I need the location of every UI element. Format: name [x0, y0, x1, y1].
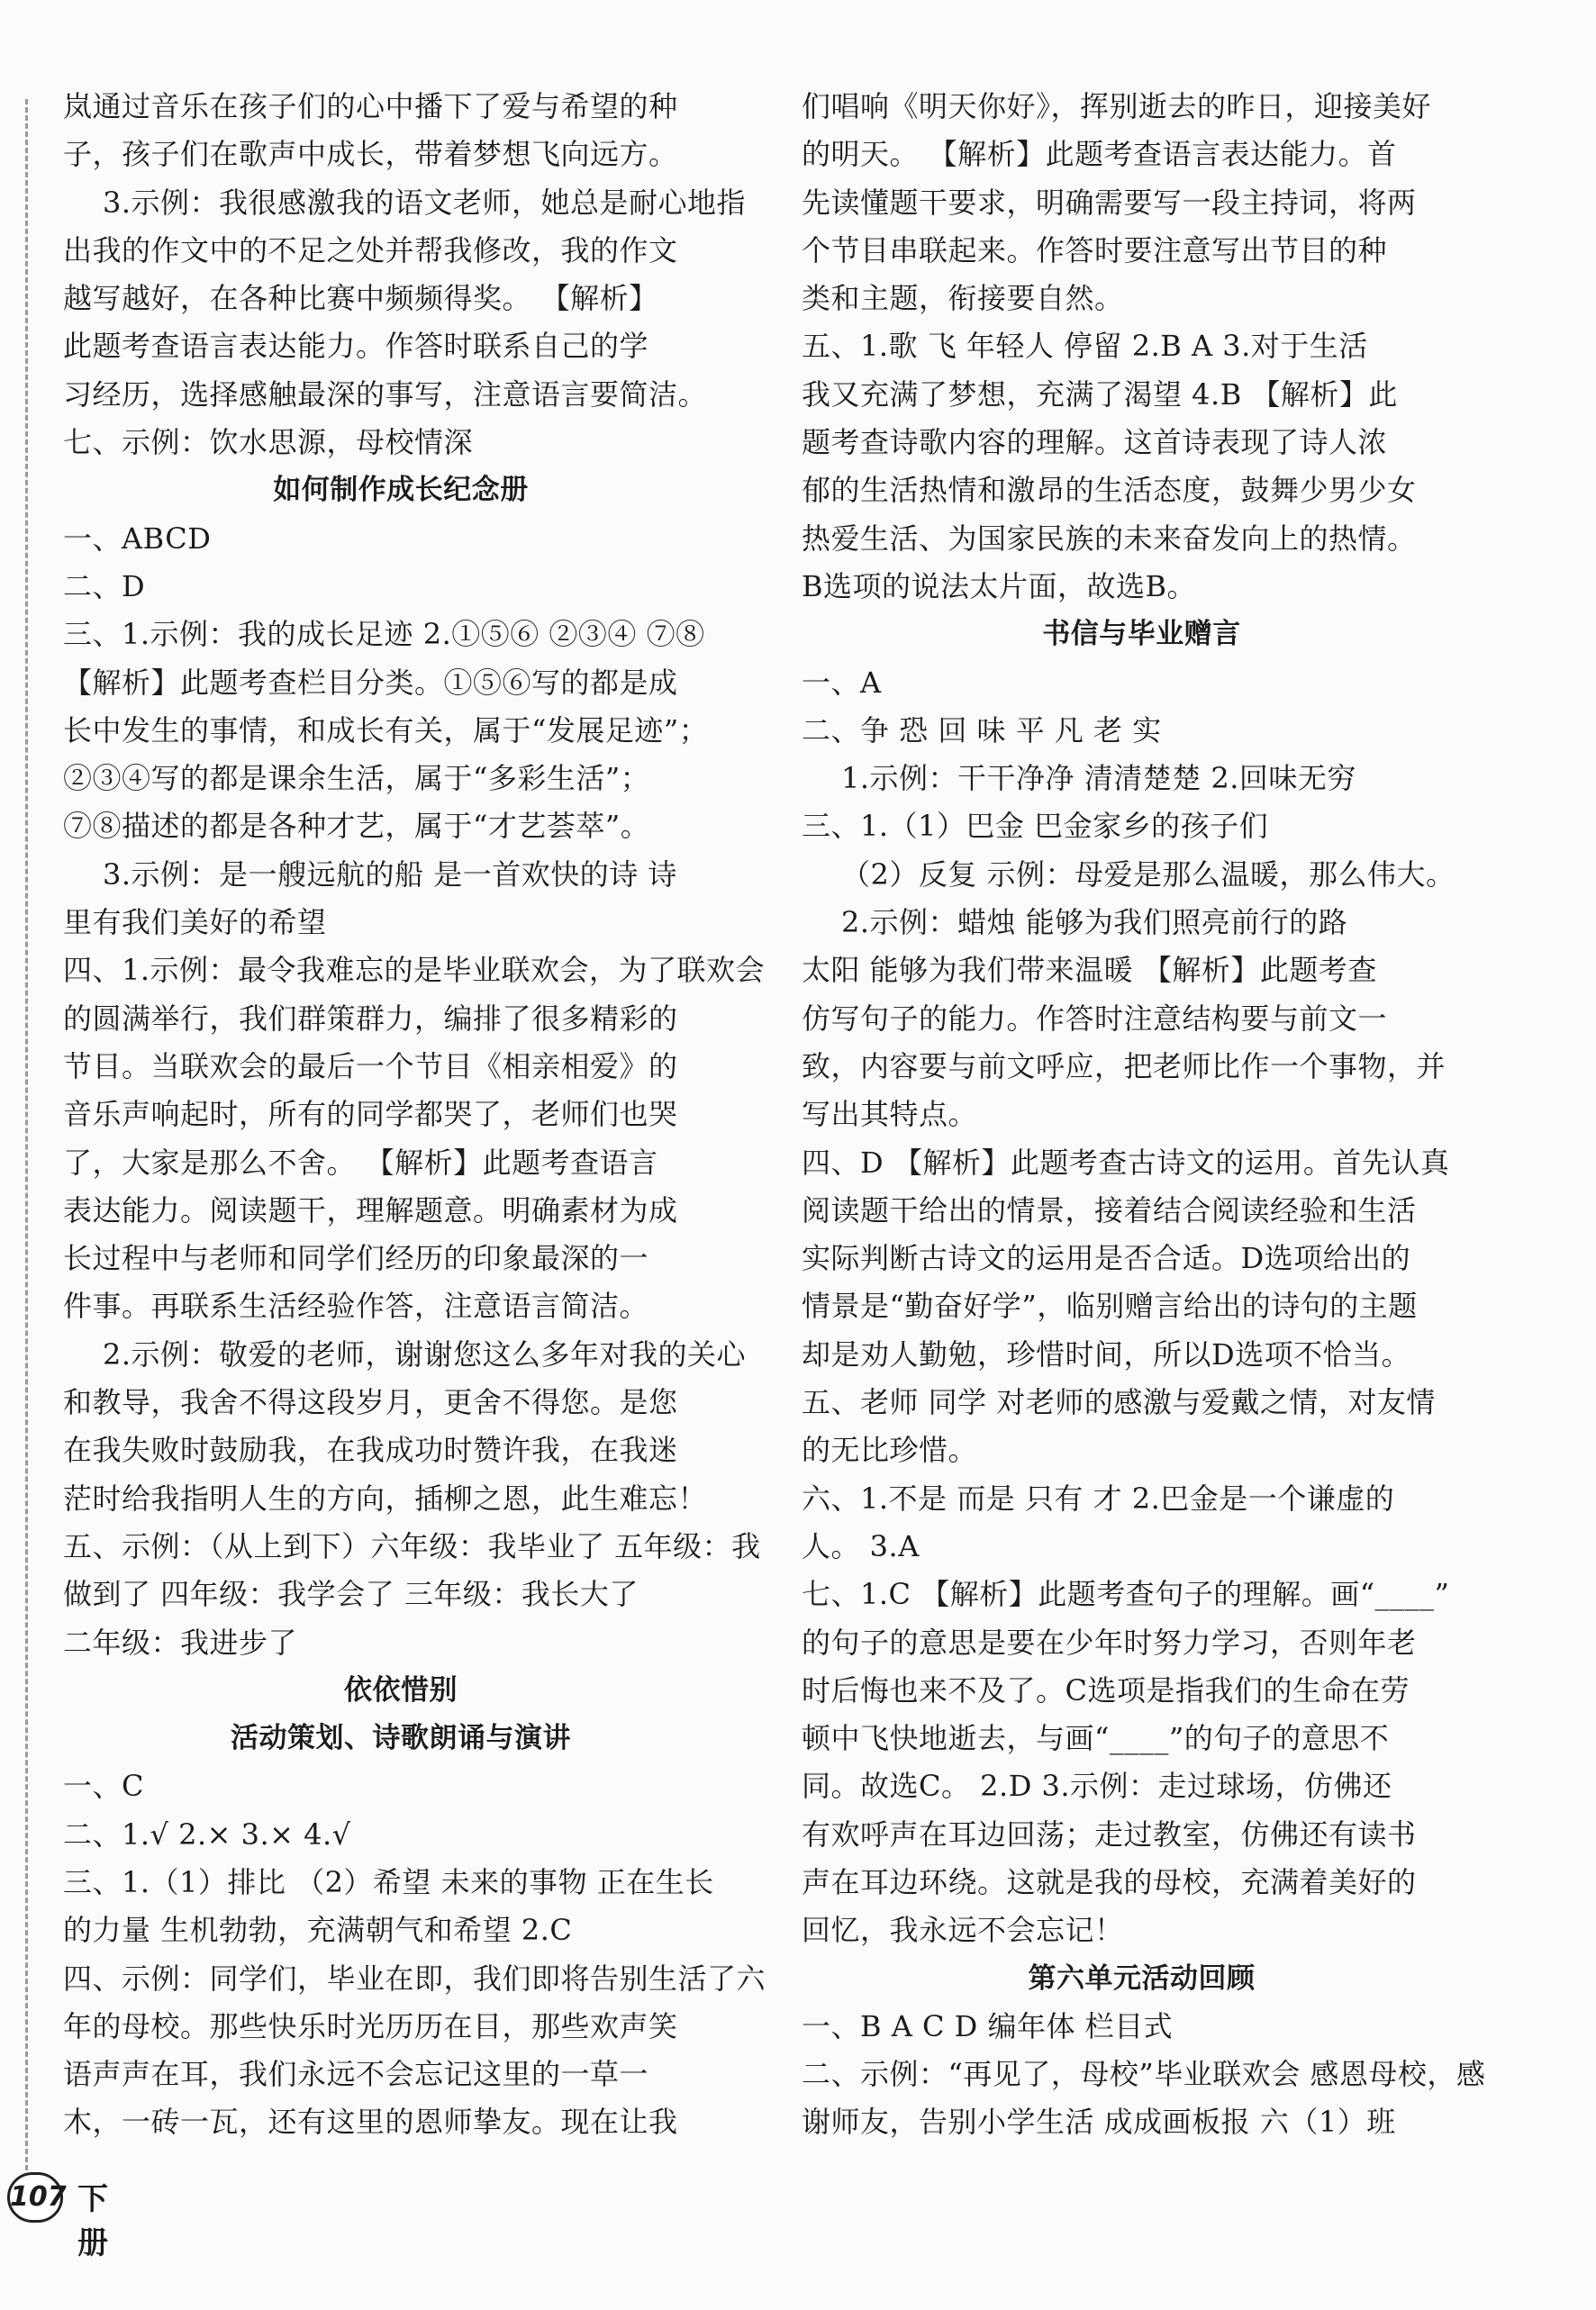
text-line: 热爱生活、为国家民族的未来奋发向上的热情。 [802, 521, 1417, 556]
text-line: 和教导，我舍不得这段岁月，更舍不得您。是您 [63, 1385, 678, 1420]
text-line: 类和主题，衔接要自然。 [802, 281, 1124, 316]
text-line: 阅读题干给出的情景，接着结合阅读经验和生活 [802, 1192, 1417, 1227]
text-line: 先读懂题干要求，明确需要写一段主持词，将两 [802, 185, 1417, 220]
text-line: 一、ABCD [63, 521, 212, 556]
text-line: 谢师友，告别小学生活 成成画板报 六（1）班 [802, 2105, 1396, 2140]
text-line: 回忆，我永远不会忘记！ [802, 1913, 1124, 1948]
text-line: 做到了 四年级：我学会了 三年级：我长大了 [63, 1577, 639, 1612]
text-line: 长过程中与老师和同学们经历的印象最深的一 [63, 1241, 649, 1276]
text-line: （2）反复 示例：母爱是那么温暖，那么伟大。 [841, 856, 1455, 892]
text-line: 五、1.歌 飞 年轻人 停留 2.B A 3.对于生活 [802, 329, 1368, 364]
text-line: 一、C [63, 1769, 144, 1804]
text-line: 太阳 能够为我们带来温暖 【解析】此题考查 [802, 953, 1377, 988]
text-line: 三、1.示例：我的成长足迹 2.①⑤⑥ ②③④ ⑦⑧ [63, 617, 705, 652]
text-line: 出我的作文中的不足之处并帮我修改，我的作文 [63, 232, 678, 267]
text-line: 实际判断古诗文的运用是否合适。D选项给出的 [802, 1241, 1411, 1276]
text-line: 人。 3.A [802, 1528, 920, 1563]
text-line: 的明天。 【解析】此题考查语言表达能力。首 [802, 137, 1397, 172]
text-line: 语声声在耳，我们永远不会忘记这里的一草一 [63, 2057, 649, 2092]
text-line: 致，内容要与前文呼应，把老师比作一个事物，并 [802, 1048, 1446, 1083]
text-line: 二、争 恐 回 味 平 凡 老 实 [802, 712, 1162, 747]
page-number: 107 [7, 2172, 63, 2223]
section-heading: 依依惜别 [344, 1673, 458, 1707]
text-line: 长中发生的事情，和成长有关，属于“发展足迹”； [63, 712, 709, 747]
text-line: 二、D [63, 568, 146, 603]
text-line: 我又充满了梦想，充满了渴望 4.B 【解析】此 [802, 376, 1398, 412]
text-line: 2.示例：敬爱的老师，谢谢您这么多年对我的关心 [103, 1336, 747, 1372]
text-line: 茫时给我指明人生的方向，插柳之恩，此生难忘！ [63, 1481, 708, 1516]
text-line: 声在耳边环绕。这就是我的母校，充满着美好的 [802, 1864, 1417, 1899]
text-line: 六、1.不是 而是 只有 才 2.巴金是一个谦虚的 [802, 1481, 1395, 1516]
text-line: 的圆满举行，我们群策群力，编排了很多精彩的 [63, 1001, 678, 1036]
text-line: 的句子的意思是要在少年时努力学习，否则年老 [802, 1625, 1417, 1660]
text-line: 习经历，选择感触最深的事写，注意语言要简洁。 [63, 376, 708, 412]
text-line: 们唱响《明天你好》，挥别逝去的昨日，迎接美好 [802, 89, 1432, 123]
text-line: 表达能力。阅读题干，理解题意。明确素材为成 [63, 1192, 678, 1227]
text-line: 同。故选C。 2.D 3.示例：走过球场，仿佛还 [802, 1769, 1392, 1804]
text-line: 五、示例：（从上到下）六年级：我毕业了 五年级：我 [63, 1528, 761, 1563]
text-line: 时后悔也来不及了。C选项是指我们的生命在劳 [802, 1672, 1410, 1708]
text-line: 岚通过音乐在孩子们的心中播下了爱与希望的种 [63, 89, 678, 123]
text-line: 写出其特点。 [802, 1097, 978, 1132]
text-line: ②③④写的都是课余生活，属于“多彩生活”； [63, 761, 650, 796]
text-line: 题考查诗歌内容的理解。这首诗表现了诗人浓 [802, 425, 1388, 460]
volume-label: 下册 [77, 2181, 108, 2261]
text-line: 四、1.示例：最令我难忘的是毕业联欢会，为了联欢会 [63, 953, 766, 988]
section-heading: 活动策划、诗歌朗诵与演讲 [231, 1722, 571, 1755]
text-line: 的力量 生机勃勃，充满朝气和希望 2.C [63, 1913, 573, 1948]
text-line: 节目。当联欢会的最后一个节目《相亲相爱》的 [63, 1048, 678, 1083]
section-heading: 书信与毕业赠言 [1042, 618, 1241, 651]
text-line: 在我失败时鼓励我，在我成功时赞许我，在我迷 [63, 1433, 678, 1468]
left-column [63, 83, 766, 2147]
text-line: 木，一砖一瓦，还有这里的恩师挚友。现在让我 [63, 2105, 678, 2140]
text-line: 四、示例：同学们，毕业在即，我们即将告别生活了六 [63, 1961, 766, 1996]
text-line: 里有我们美好的希望 [63, 905, 327, 940]
section-heading: 如何制作成长纪念册 [273, 474, 529, 507]
text-line: 顿中飞快地逝去，与画“____”的句子的意思不 [802, 1721, 1390, 1756]
text-line: 四、D 【解析】此题考查古诗文的运用。首先认真 [802, 1145, 1450, 1180]
text-line: 个节目串联起来。作答时要注意写出节目的种 [802, 232, 1388, 267]
text-line: 郁的生活热情和激昂的生活态度，鼓舞少男少女 [802, 473, 1417, 508]
text-line: 音乐声响起时，所有的同学都哭了，老师们也哭 [63, 1097, 678, 1132]
text-line: 七、1.C 【解析】此题考查句子的理解。画“____” [802, 1577, 1450, 1612]
text-line: 有欢呼声在耳边回荡；走过教室，仿佛还有读书 [802, 1816, 1417, 1852]
text-line: 2.示例：蜡烛 能够为我们照亮前行的路 [841, 905, 1348, 940]
text-line: 却是劝人勤勉，珍惜时间，所以D选项不恰当。 [802, 1336, 1411, 1372]
text-line: 年的母校。那些快乐时光历历在目，那些欢声笑 [63, 2008, 678, 2043]
text-line: 二、1.√ 2.× 3.× 4.√ [63, 1816, 351, 1852]
text-line: 七、示例：饮水思源，母校情深 [63, 425, 474, 460]
text-line: 仿写句子的能力。作答时注意结构要与前文一 [802, 1001, 1388, 1036]
right-column [802, 83, 1486, 2147]
text-line: 越写越好，在各种比赛中频频得奖。 【解析】 [63, 281, 658, 316]
text-line: 五、老师 同学 对老师的感激与爱戴之情，对友情 [802, 1385, 1436, 1420]
text-line: 了，大家是那么不舍。 【解析】此题考查语言 [63, 1145, 658, 1180]
text-line: 1.示例：干干净净 清清楚楚 2.回味无穷 [841, 761, 1356, 796]
text-line: 3.示例：我很感激我的语文老师，她总是耐心地指 [103, 185, 747, 220]
text-line: 子，孩子们在歌声中成长，带着梦想飞向远方。 [63, 137, 678, 172]
text-line: 件事。再联系生活经验作答，注意语言简洁。 [63, 1289, 649, 1324]
text-line: B选项的说法太片面，故选B。 [802, 568, 1197, 603]
text-line: 的无比珍惜。 [802, 1433, 978, 1468]
text-line: 此题考查语言表达能力。作答时联系自己的学 [63, 329, 649, 364]
binding-dashed-line [25, 99, 28, 2170]
text-line: ⑦⑧描述的都是各种才艺，属于“才艺荟萃”。 [63, 809, 650, 844]
text-line: 3.示例：是一艘远航的船 是一首欢快的诗 诗 [103, 856, 677, 892]
text-line: 一、B A C D 编年体 栏目式 [802, 2008, 1174, 2043]
text-line: 【解析】此题考查栏目分类。①⑤⑥写的都是成 [63, 665, 678, 700]
text-line: 情景是“勤奋好学”，临别赠言给出的诗句的主题 [802, 1289, 1418, 1324]
section-heading: 第六单元活动回顾 [1028, 1961, 1256, 1995]
text-line: 一、A [802, 665, 882, 700]
text-line: 二、示例：“再见了，母校”毕业联欢会 感恩母校，感 [802, 2057, 1486, 2092]
text-line: 三、1.（1）巴金 巴金家乡的孩子们 [802, 809, 1269, 844]
text-line: 二年级：我进步了 [63, 1625, 298, 1660]
text-line: 三、1.（1）排比 （2）希望 未来的事物 正在生长 [63, 1864, 714, 1899]
